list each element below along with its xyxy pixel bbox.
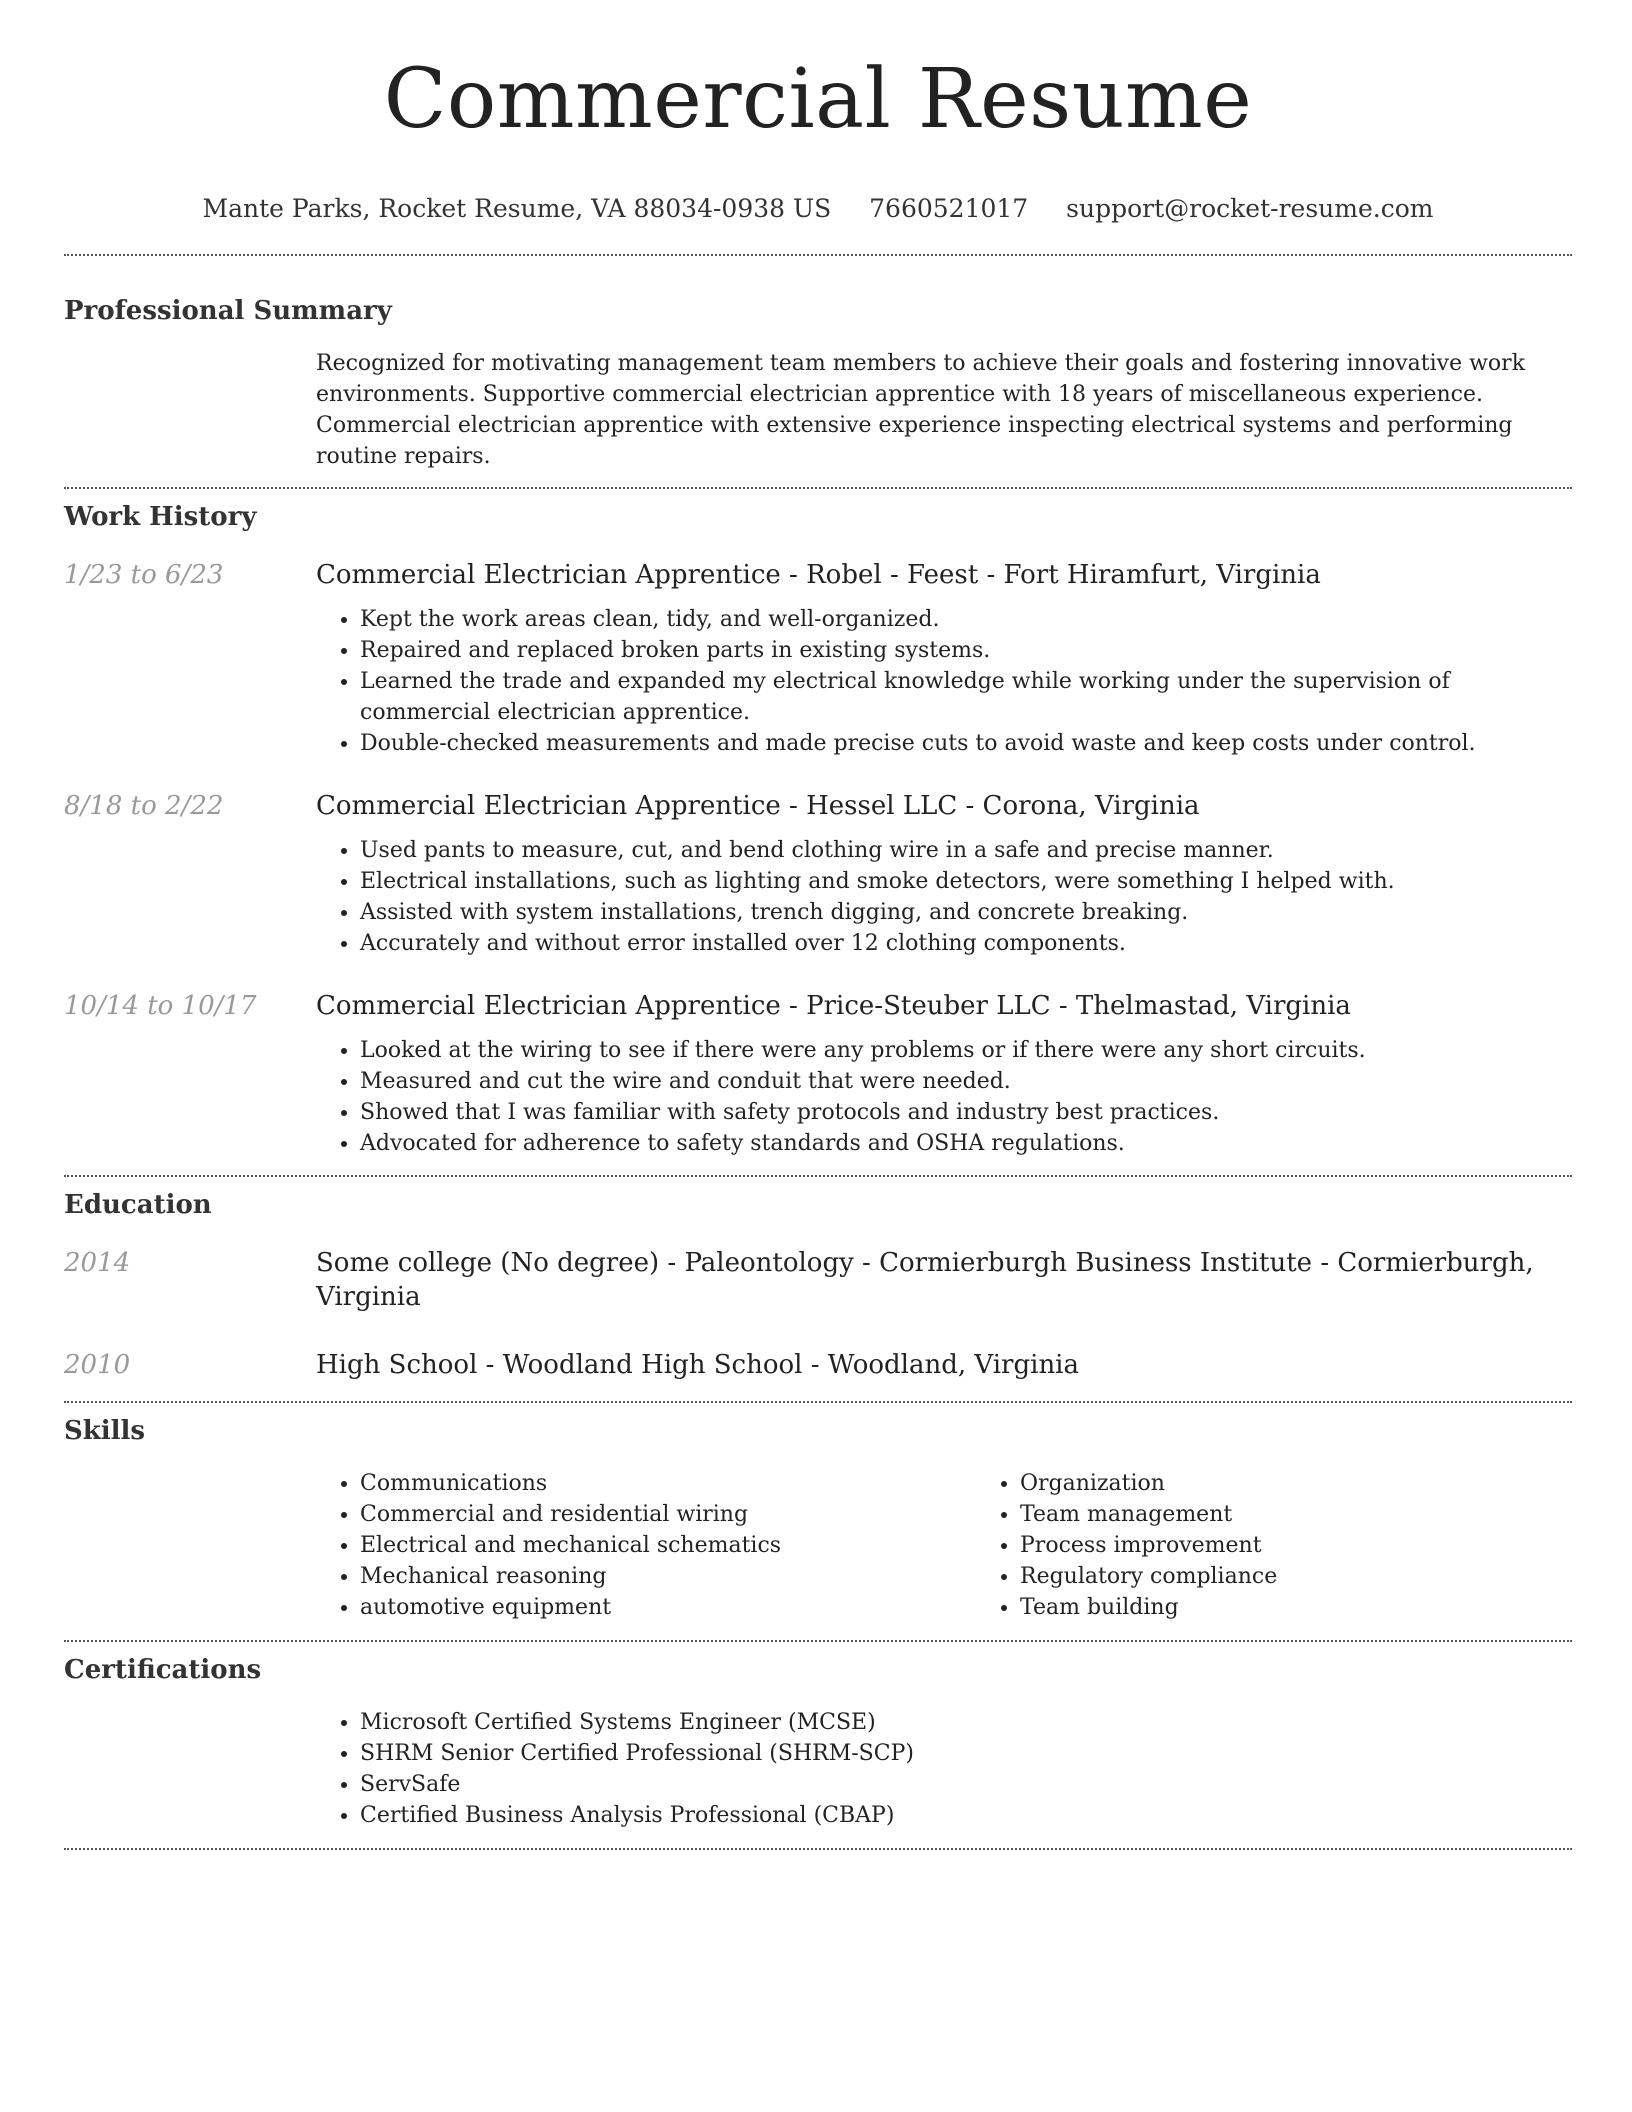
list-item: • Mechanical reasoning [360,1561,976,1592]
contact-address: Mante Parks, Rocket Resume, VA 88034-0938 US [202,194,832,223]
list-item: • Accurately and without error installed over 12 clothing components. [360,928,1572,959]
education-section [64,1177,1572,1382]
job-bullets [316,835,1572,959]
list-item: • Double-checked measurements and made precise cuts to avoid waste and keep costs under control. [360,728,1572,759]
education-text: Some college (No degree) - Paleontology - Cormierburgh Business Institute - Cormierburgh, Virginia [316,1248,1534,1312]
summary-text: Recognized for motivating management team members to achieve their goals and fostering innovative work environments. Supportive commercial electrician apprentice with 18 years of miscellaneous experience. Commercial electrician apprentice with extensive experience inspecting electrical systems and performing routine repairs. [316,351,1526,469]
section-heading-education: Education [64,1190,212,1220]
education-entry [64,1348,1572,1382]
skills-list-left [316,1468,976,1623]
contact-phone: 7660521017 [869,194,1029,223]
section-heading-certifications: Certifications [64,1655,262,1685]
list-item: • SHRM Senior Certified Professional (SHRM-SCP) [360,1738,1572,1769]
list-item: • Process improvement [1020,1530,1632,1561]
list-item: • Used pants to measure, cut, and bend clothing wire in a safe and precise manner. [360,835,1572,866]
list-item: • Repaired and replaced broken parts in existing systems. [360,635,1572,666]
list-item: • Kept the work areas clean, tidy, and well-organized. [360,604,1572,635]
contact-line [64,192,1572,226]
summary-section [64,256,1572,472]
list-item: • Microsoft Certified Systems Engineer (MCSE) [360,1707,1572,1738]
education-text: High School - Woodland High School - Woodland, Virginia [316,1350,1080,1380]
job-dates: 8/18 to 2/22 [64,791,224,821]
list-item: • Learned the trade and expanded my electrical knowledge while working under the supervision of commercial electrician apprentice. [360,666,1572,728]
list-item: • Measured and cut the wire and conduit that were needed. [360,1066,1572,1097]
resume-title: Commercial Resume [383,52,1253,147]
section-heading-summary: Professional Summary [64,296,392,326]
list-item: • Team building [1020,1592,1632,1623]
list-item: • Team management [1020,1499,1632,1530]
divider [64,1848,1572,1850]
list-item: • Showed that I was familiar with safety protocols and industry best practices. [360,1097,1572,1128]
list-item: • Communications [360,1468,976,1499]
list-item: • Electrical and mechanical schematics [360,1530,976,1561]
section-heading-skills: Skills [64,1416,146,1446]
job-entry [64,989,1572,1159]
certifications-list [316,1707,1572,1831]
contact-email: support@rocket-resume.com [1066,194,1434,223]
resume-page [64,0,1572,1850]
skills-list-right [976,1468,1632,1623]
list-item: • Organization [1020,1468,1632,1499]
job-entry [64,558,1572,759]
list-item: • Commercial and residential wiring [360,1499,976,1530]
list-item: • Looked at the wiring to see if there were any problems or if there were any short circuits. [360,1035,1572,1066]
job-entry [64,789,1572,959]
list-item: • ServSafe [360,1769,1572,1800]
list-item: • Advocated for adherence to safety standards and OSHA regulations. [360,1128,1572,1159]
job-bullets [316,604,1572,759]
job-dates: 1/23 to 6/23 [64,560,224,590]
list-item: • Assisted with system installations, trench digging, and concrete breaking. [360,897,1572,928]
job-title: Commercial Electrician Apprentice - Hessel LLC - Corona, Virginia [316,791,1200,821]
work-history-section [64,489,1572,1159]
education-year: 2014 [64,1248,131,1278]
section-heading-work-history: Work History [64,502,257,532]
list-item: • Electrical installations, such as lighting and smoke detectors, were something I helped with. [360,866,1572,897]
education-entry [64,1246,1572,1314]
job-dates: 10/14 to 10/17 [64,991,257,1021]
list-item: • automotive equipment [360,1592,976,1623]
certifications-section [64,1642,1572,1831]
list-item: • Regulatory compliance [1020,1561,1632,1592]
job-title: Commercial Electrician Apprentice - Robel - Feest - Fort Hiramfurt, Virginia [316,560,1321,590]
job-title: Commercial Electrician Apprentice - Price-Steuber LLC - Thelmastad, Virginia [316,991,1351,1021]
job-bullets [316,1035,1572,1159]
skills-section [64,1403,1572,1623]
list-item: • Certified Business Analysis Professional (CBAP) [360,1800,1572,1831]
education-year: 2010 [64,1350,131,1380]
